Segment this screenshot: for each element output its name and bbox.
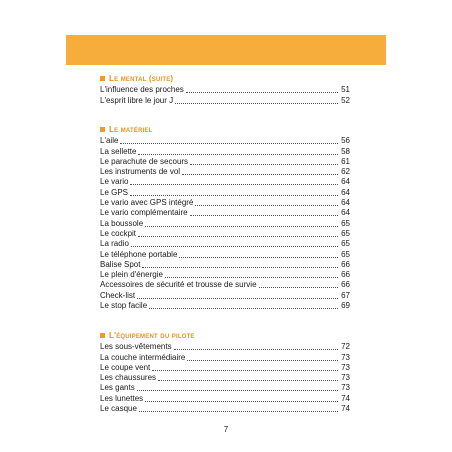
toc-entry-list xyxy=(100,136,350,311)
dot-leader xyxy=(152,370,338,371)
section-heading xyxy=(100,72,350,84)
dot-leader xyxy=(187,360,338,361)
toc-entry-label: L'influence des proches xyxy=(100,85,184,95)
toc-entry-page: 72 xyxy=(341,342,350,352)
toc-entry-label: Le cockpit xyxy=(100,228,137,238)
dot-leader xyxy=(145,401,338,402)
header-banner xyxy=(66,35,386,65)
toc-entry xyxy=(100,342,350,352)
toc-section-materiel xyxy=(100,123,350,311)
toc-entry-label: Le GPS xyxy=(100,187,129,197)
toc-entry-label: Le coupe vent xyxy=(100,362,151,372)
dot-leader xyxy=(130,184,338,185)
dot-leader xyxy=(149,308,338,309)
toc-entry-list xyxy=(100,85,350,106)
toc-entry xyxy=(100,95,350,105)
toc-entry-label: Le vario complémentaire xyxy=(100,208,188,218)
toc-entry-label: Accessoires de sécurité et trousse de survie xyxy=(100,280,257,290)
dot-leader xyxy=(186,92,338,93)
section-title: Le mental (suite) xyxy=(109,73,174,83)
toc-entry xyxy=(100,290,350,300)
square-bullet-icon xyxy=(100,127,105,132)
dot-leader xyxy=(165,277,338,278)
dot-leader xyxy=(142,267,338,268)
toc-entry-page: 64 xyxy=(341,187,350,197)
toc-entry xyxy=(100,167,350,177)
toc-entry-page: 74 xyxy=(341,404,350,414)
toc-entry xyxy=(100,157,350,167)
toc-entry-page: 73 xyxy=(341,352,350,362)
dot-leader xyxy=(137,298,338,299)
toc-entry-label: L'esprit libre le jour J xyxy=(100,95,174,105)
toc-entry-page: 73 xyxy=(341,362,350,372)
toc-entry-label: Les chaussures xyxy=(100,373,157,383)
dot-leader xyxy=(190,164,338,165)
dot-leader xyxy=(174,349,338,350)
toc-section-equipement xyxy=(100,329,350,414)
toc-entry xyxy=(100,260,350,270)
toc-entry-page: 56 xyxy=(341,136,350,146)
toc-section-mental xyxy=(100,72,350,106)
toc-entry-page: 52 xyxy=(341,95,350,105)
toc-entry-page: 51 xyxy=(341,85,350,95)
toc-entry-page: 66 xyxy=(341,280,350,290)
toc-entry xyxy=(100,280,350,290)
toc-entry xyxy=(100,208,350,218)
dot-leader xyxy=(131,246,338,247)
toc-entry-page: 65 xyxy=(341,249,350,259)
toc-entry xyxy=(100,352,350,362)
toc-entry xyxy=(100,85,350,95)
toc-entry-page: 61 xyxy=(341,156,350,166)
dot-leader xyxy=(145,226,338,227)
dot-leader xyxy=(195,205,338,206)
toc-entry-label: Le stop facile xyxy=(100,301,148,311)
toc-entry-label: Le parachute de secours xyxy=(100,156,189,166)
toc-entry-label: Les sous-vêtements xyxy=(100,342,172,352)
toc-entry-page: 66 xyxy=(341,270,350,280)
toc-entry xyxy=(100,301,350,311)
toc-entry xyxy=(100,146,350,156)
toc-entry-label: L'aile xyxy=(100,136,119,146)
page-number: 7 xyxy=(223,425,229,434)
dot-leader xyxy=(179,257,338,258)
dot-leader xyxy=(182,174,338,175)
toc-entry xyxy=(100,136,350,146)
toc-entry-page: 65 xyxy=(341,218,350,228)
dot-leader xyxy=(120,143,338,144)
toc-entry xyxy=(100,229,350,239)
toc-entry-label: Le téléphone portable xyxy=(100,249,178,259)
toc-entry xyxy=(100,177,350,187)
toc-entry-label: Le vario xyxy=(100,177,129,187)
dot-leader xyxy=(137,390,338,391)
section-heading xyxy=(100,123,350,135)
toc-entry-label: La couche intermédiaire xyxy=(100,352,186,362)
section-title: L'équipement du pilote xyxy=(109,330,195,340)
toc-entry-page: 66 xyxy=(341,259,350,269)
toc-entry xyxy=(100,363,350,373)
toc-entry-label: La radio xyxy=(100,239,129,249)
toc-entry-label: Le casque xyxy=(100,404,137,414)
toc-entry xyxy=(100,198,350,208)
toc-entry-page: 65 xyxy=(341,228,350,238)
toc-entry-page: 73 xyxy=(341,373,350,383)
toc-entry-label: La sellette xyxy=(100,146,137,156)
toc-entry xyxy=(100,270,350,280)
toc-entry-list xyxy=(100,342,350,414)
dot-leader xyxy=(138,154,338,155)
toc-entry-label: Le vario avec GPS intégré xyxy=(100,198,194,208)
dot-leader xyxy=(139,411,338,412)
toc-entry xyxy=(100,187,350,197)
square-bullet-icon xyxy=(100,333,105,338)
section-title: Le matériel xyxy=(109,124,153,134)
toc-entry-page: 65 xyxy=(341,239,350,249)
toc-entry xyxy=(100,383,350,393)
toc-entry-label: Les instruments de vol xyxy=(100,167,181,177)
dot-leader xyxy=(259,287,338,288)
toc-entry-page: 69 xyxy=(341,301,350,311)
dot-leader xyxy=(175,103,338,104)
toc-entry-label: La boussole xyxy=(100,218,144,228)
toc-entry-label: Les lunettes xyxy=(100,393,144,403)
toc-entry xyxy=(100,239,350,249)
toc-entry-page: 58 xyxy=(341,146,350,156)
toc-entry-page: 64 xyxy=(341,208,350,218)
section-heading xyxy=(100,329,350,341)
toc-entry-page: 73 xyxy=(341,383,350,393)
toc-entry-page: 64 xyxy=(341,177,350,187)
toc-entry-label: Check-list xyxy=(100,290,136,300)
toc-entry-label: Le plein d'énergie xyxy=(100,270,163,280)
toc-entry xyxy=(100,373,350,383)
toc-entry xyxy=(100,404,350,414)
toc-entry xyxy=(100,249,350,259)
dot-leader xyxy=(130,195,338,196)
toc-entry-page: 74 xyxy=(341,393,350,403)
dot-leader xyxy=(158,380,338,381)
toc-entry-label: Balise Spot xyxy=(100,259,141,269)
dot-leader xyxy=(138,236,338,237)
toc-entry xyxy=(100,393,350,403)
toc-entry xyxy=(100,218,350,228)
dot-leader xyxy=(190,215,338,216)
square-bullet-icon xyxy=(100,76,105,81)
toc-entry-page: 62 xyxy=(341,167,350,177)
toc-entry-label: Les gants xyxy=(100,383,135,393)
toc-entry-page: 67 xyxy=(341,290,350,300)
toc-entry-page: 64 xyxy=(341,198,350,208)
